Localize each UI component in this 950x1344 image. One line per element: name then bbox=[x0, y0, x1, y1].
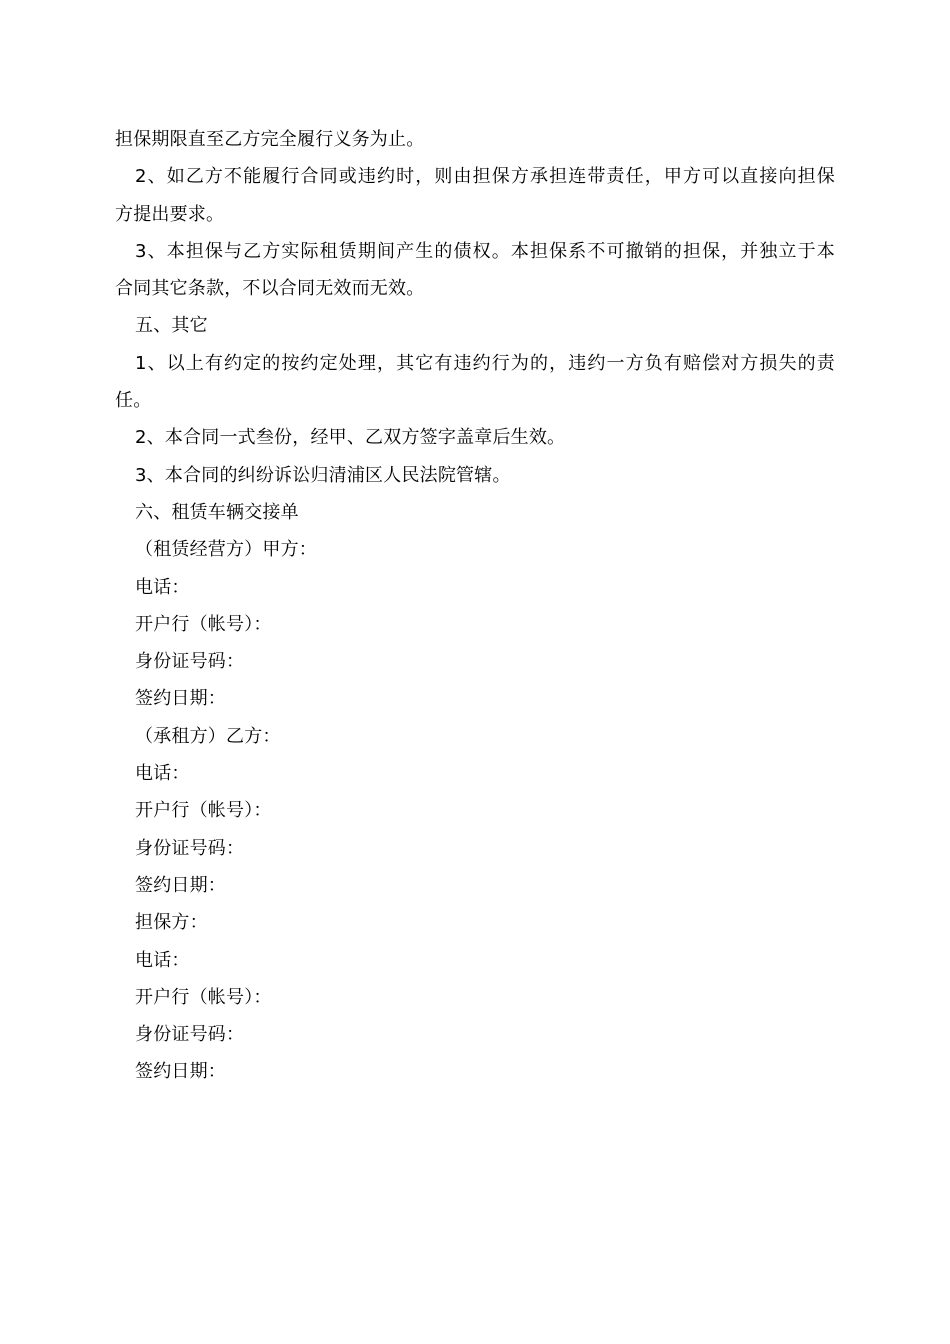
document-line: 签约日期： bbox=[135, 874, 226, 896]
document-line: 五、其它 bbox=[135, 315, 208, 337]
document-line: 开户行（帐号）： bbox=[135, 613, 272, 635]
document-line: 1、以上有约定的按约定处理，其它有违约行为的，违约一方负有赔偿对方损失的责 bbox=[135, 352, 835, 374]
document-line: （承租方）乙方： bbox=[135, 725, 281, 747]
document-line: 3、本合同的纠纷诉讼归清浦区人民法院管辖。 bbox=[135, 464, 511, 486]
document-line: 任。 bbox=[115, 390, 152, 412]
document-line: （租赁经营方）甲方： bbox=[135, 539, 317, 561]
document-line: 3、本担保与乙方实际租赁期间产生的债权。本担保系不可撤销的担保，并独立于本 bbox=[135, 240, 835, 262]
document-line: 担保方： bbox=[135, 912, 208, 934]
document-line: 身份证号码： bbox=[135, 651, 245, 673]
document-line: 开户行（帐号）： bbox=[135, 800, 272, 822]
document-line: 2、本合同一式叁份，经甲、乙双方签字盖章后生效。 bbox=[135, 427, 566, 449]
document-line: 身份证号码： bbox=[135, 1024, 245, 1046]
document-line: 签约日期： bbox=[135, 688, 226, 710]
document-line: 签约日期： bbox=[135, 1061, 226, 1083]
document-line: 合同其它条款，不以合同无效而无效。 bbox=[115, 278, 425, 300]
document-line: 六、租赁车辆交接单 bbox=[135, 501, 299, 523]
document-body bbox=[115, 121, 835, 1091]
document-line: 电话： bbox=[135, 949, 190, 971]
document-line: 开户行（帐号）： bbox=[135, 986, 272, 1008]
document-line: 电话： bbox=[135, 763, 190, 785]
document-line: 身份证号码： bbox=[135, 837, 245, 859]
document-line: 2、如乙方不能履行合同或违约时，则由担保方承担连带责任，甲方可以直接向担保 bbox=[135, 166, 835, 188]
document-line: 担保期限直至乙方完全履行义务为止。 bbox=[115, 129, 425, 150]
document-line: 电话： bbox=[135, 576, 190, 598]
document-line: 方提出要求。 bbox=[115, 203, 225, 225]
